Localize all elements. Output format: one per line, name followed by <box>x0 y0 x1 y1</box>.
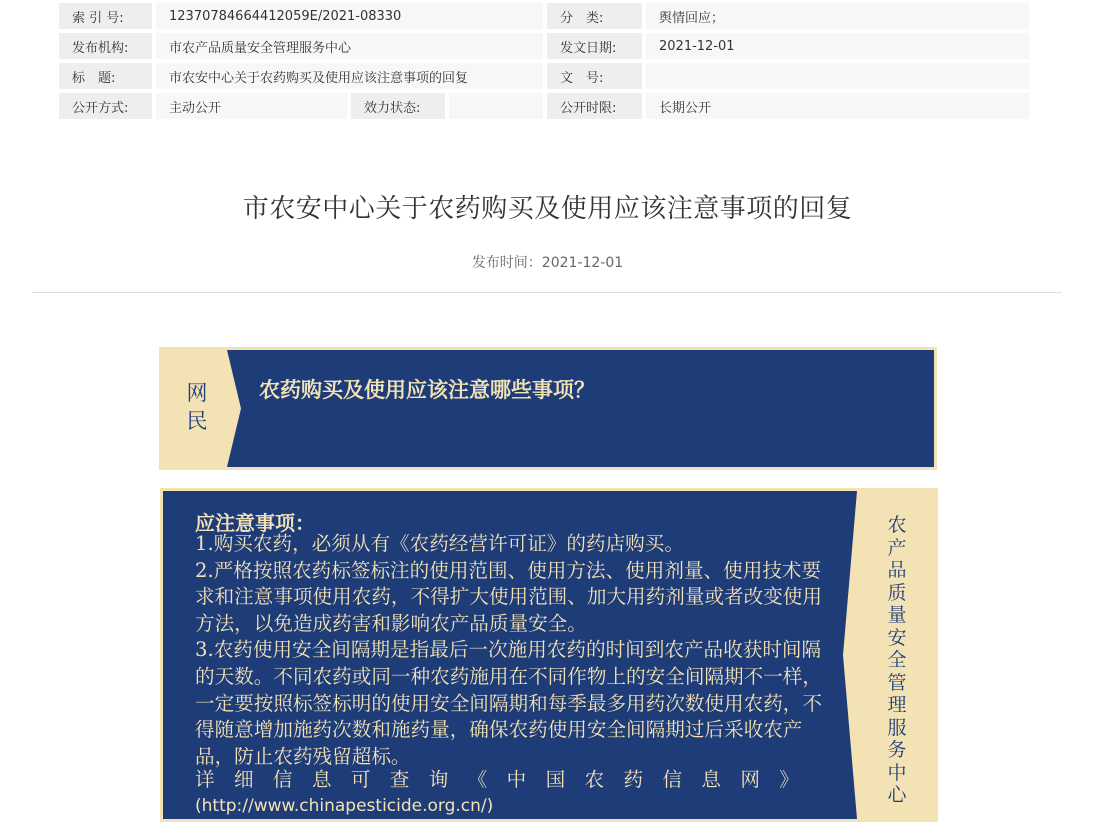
responder-char: 质 <box>887 581 907 604</box>
publish-time: 发布时间：2021-12-01 <box>471 255 624 271</box>
source-char: 》 <box>779 768 799 791</box>
answer-source <box>195 767 799 819</box>
answer-point: 1.购买农药，必须从有《农药经营许可证》的药店购买。 <box>195 532 684 555</box>
docno-value <box>646 63 1033 93</box>
asker-label-line: 网 <box>186 381 208 405</box>
responder-char: 管 <box>887 671 907 694</box>
source-char: 信 <box>662 768 683 791</box>
source-char: 药 <box>623 768 644 791</box>
question-card <box>159 347 937 470</box>
source-char: 可 <box>350 768 371 791</box>
answer-card <box>160 488 938 822</box>
responder-label <box>882 514 912 807</box>
index-value: 12370784664412059E/2021-08330 <box>156 3 547 33</box>
responder-char: 中 <box>887 761 907 784</box>
source-char: 国 <box>545 768 566 791</box>
source-char: 农 <box>584 768 605 791</box>
status-label: 效力状态: <box>351 93 449 123</box>
status-value <box>449 93 547 123</box>
source-char: 信 <box>272 768 293 791</box>
responder-char: 农 <box>887 514 907 536</box>
responder-char: 心 <box>887 784 907 806</box>
source-char: 息 <box>701 768 721 791</box>
date-label: 发文日期: <box>547 33 646 63</box>
org-label: 发布机构: <box>59 33 156 63</box>
period-value: 长期公开 <box>646 93 1033 123</box>
responder-char: 务 <box>887 739 907 761</box>
metadata-row <box>59 33 1033 63</box>
org-value: 市农产品质量安全管理服务中心 <box>156 33 547 63</box>
answer-point: 3.农药使用安全间隔期是指最后一次施用农药的时间到农产品收获时间隔的天数。不同农药或同一种农药施用在不同作物上的安全间隔期不一样，一定要按照标签标明的使用安全间隔期和每季最多用药次数使用农药，不得随意增加施药次数和施药量，确保农药使用安全间隔期过后采收农产品，防止农药残留超标。 <box>195 638 822 768</box>
date-value: 2021-12-01 <box>646 33 1033 63</box>
metadata-row <box>59 3 1033 33</box>
responder-char: 全 <box>887 649 907 671</box>
responder-char: 安 <box>887 626 907 649</box>
responder-char: 产 <box>887 536 907 559</box>
metadata-table <box>59 3 1033 123</box>
source-char: 息 <box>311 768 332 791</box>
docno-label: 文 号: <box>547 63 646 93</box>
source-char: 中 <box>506 768 527 791</box>
source-char: 查 <box>389 768 410 791</box>
asker-label <box>186 379 208 435</box>
method-label: 公开方式: <box>59 93 156 123</box>
source-link[interactable]: (http://www.chinapesticide.org.cn/) <box>195 796 494 816</box>
metadata-row <box>59 93 1033 123</box>
answer-panel <box>163 491 857 819</box>
divider <box>32 292 1062 293</box>
method-value: 主动公开 <box>156 93 351 123</box>
answer-heading: 应注意事项： <box>195 511 315 535</box>
source-char: 询 <box>428 768 449 791</box>
category-value: 舆情回应； <box>646 3 1033 33</box>
responder-char: 理 <box>887 694 907 716</box>
source-text <box>195 767 799 793</box>
source-char: 《 <box>467 768 488 791</box>
title-label: 标 题: <box>59 63 156 93</box>
index-label: 索 引 号: <box>59 3 156 33</box>
page-title: 市农安中心关于农药购买及使用应该注意事项的回复 <box>242 194 853 224</box>
question-text: 农药购买及使用应该注意哪些事项？ <box>259 378 595 402</box>
answer-point: 2.严格按照农药标签标注的使用范围、使用方法、使用剂量、使用技术要求和注意事项使用农药，不得扩大使用范围、加大用药剂量或者改变使用方法，以免造成药害和影响农产品质量安全。 <box>195 558 822 635</box>
period-label: 公开时限: <box>547 93 646 123</box>
responder-char: 量 <box>887 604 907 626</box>
category-label: 分 类: <box>547 3 646 33</box>
answer-body <box>195 531 831 770</box>
source-char: 详 <box>195 768 215 791</box>
metadata-row <box>59 63 1033 93</box>
source-char: 网 <box>740 768 760 791</box>
responder-char: 品 <box>887 559 907 581</box>
title-value: 市农安中心关于农药购买及使用应该注意事项的回复 <box>156 63 547 93</box>
question-panel <box>227 350 934 467</box>
asker-label-line: 民 <box>186 409 208 433</box>
source-char: 细 <box>233 768 254 791</box>
responder-char: 服 <box>887 716 907 739</box>
